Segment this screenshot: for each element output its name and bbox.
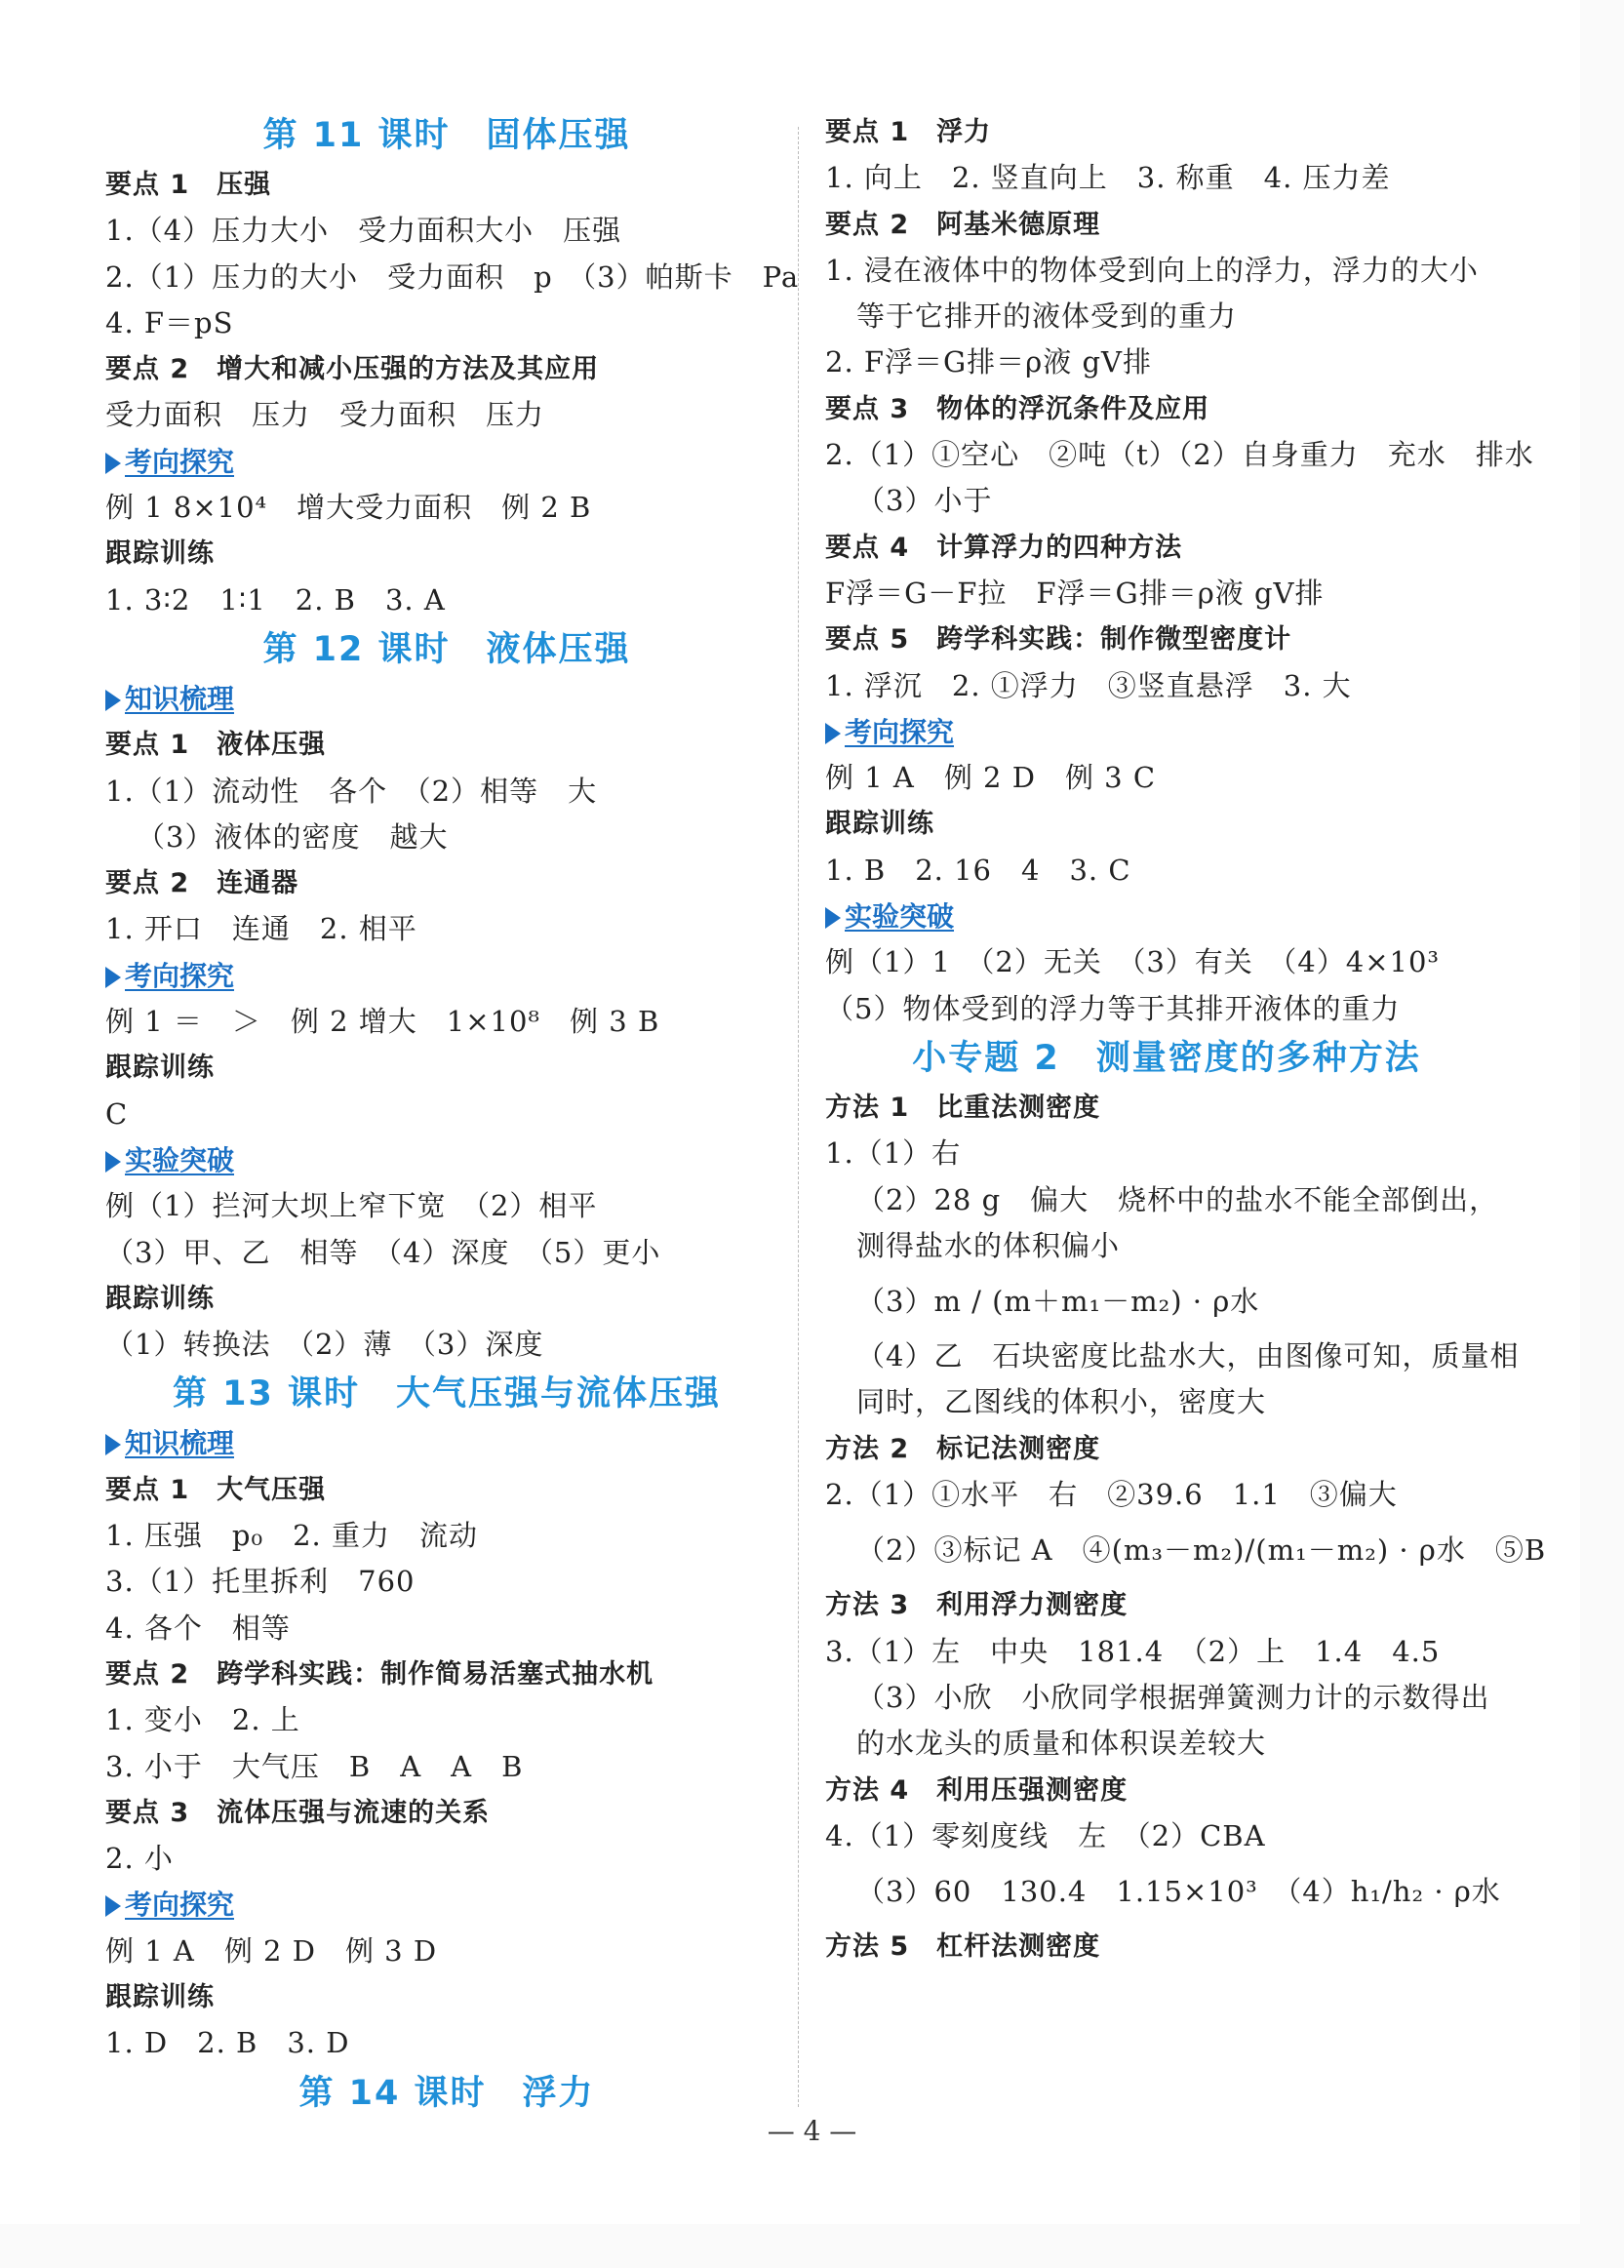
answer-line: 3. 小于 大气压 B A A B	[105, 1749, 524, 1783]
key-point-heading: 方法 1 比重法测密度	[825, 1092, 1101, 1123]
key-point-heading: 跟踪训练	[105, 538, 215, 570]
answer-line: 1. 变小 2. 上	[105, 1703, 300, 1737]
answer-line: 4. F＝pS	[105, 305, 234, 339]
key-point-heading: 要点 1 浮力	[825, 117, 992, 147]
triangle-marker-icon	[105, 1434, 121, 1455]
answer-line: 例（1）拦河大坝上窄下宽 （2）相平	[105, 1189, 598, 1223]
key-point-heading: 方法 2 标记法测密度	[825, 1433, 1101, 1464]
key-point-heading: 要点 2 增大和减小压强的方法及其应用	[105, 354, 600, 385]
answer-line: 1. 开口 连通 2. 相平	[105, 912, 417, 946]
answer-line: （1）转换法 （2）薄 （3）深度	[105, 1328, 544, 1362]
answer-line: 4.（1）零刻度线 左 （2）CBA	[825, 1818, 1266, 1852]
answer-line: 1. 3∶2 1∶1 2. B 3. A	[105, 582, 446, 617]
key-point-heading: 要点 3 流体压强与流速的关系	[105, 1797, 491, 1828]
key-point-heading: 要点 4 计算浮力的四种方法	[825, 532, 1183, 563]
answer-line: 例（1）1 （2）无关 （3）有关 （4）4×10³	[825, 945, 1441, 979]
triangle-marker-icon	[105, 1151, 121, 1173]
key-point-heading: 要点 5 跨学科实践：制作微型密度计	[825, 624, 1292, 656]
answer-line: 测得盐水的体积偏小	[856, 1228, 1121, 1262]
answer-line: （3）小于	[856, 484, 993, 518]
answer-line: 2.（1）①空心 ②吨（t）（2）自身重力 充水 排水	[825, 438, 1534, 472]
page-number: — 4 —	[767, 2115, 857, 2147]
subsection-label	[105, 1882, 788, 1928]
key-point-heading: 要点 1 大气压强	[105, 1474, 327, 1505]
subsection-label	[105, 439, 788, 485]
answer-line: （3）液体的密度 越大	[137, 819, 449, 854]
key-point-heading: 要点 2 跨学科实践：制作简易活塞式抽水机	[105, 1658, 654, 1690]
subsection-label	[105, 1137, 788, 1183]
answer-line: 例 1 A 例 2 D 例 3 C	[825, 761, 1157, 795]
answer-line: 1.（1）流动性 各个 （2）相等 大	[105, 774, 598, 808]
triangle-marker-icon	[105, 690, 121, 711]
answer-line: 等于它排开的液体受到的重力	[856, 299, 1238, 334]
subsection-label	[825, 894, 1508, 939]
answer-line: （2）③标记 A ④(m₃－m₂)/(m₁－m₂) · ρ水 ⑤B	[856, 1533, 1547, 1568]
answer-line: 的水龙头的质量和体积误差较大	[856, 1727, 1267, 1761]
answer-line: 1. 浸在液体中的物体受到向上的浮力，浮力的大小	[825, 253, 1479, 287]
subsection-label-text: 考向探究	[845, 715, 955, 748]
answer-line: （5）物体受到的浮力等于其排开液体的重力	[825, 991, 1401, 1025]
subsection-label	[105, 676, 788, 722]
answer-line: 1.（1）右	[825, 1136, 962, 1171]
key-point-heading: 要点 2 阿基米德原理	[825, 209, 1101, 240]
answer-line: （2）28 g 偏大 烧杯中的盐水不能全部倒出，	[856, 1182, 1499, 1216]
answer-line: 例 1 ＝ ＞ 例 2 增大 1×10⁸ 例 3 B	[105, 1005, 660, 1039]
key-point-heading: 跟踪训练	[105, 1053, 215, 1084]
answer-line: F浮＝G－F拉 F浮＝G排＝ρ液 gV排	[825, 576, 1325, 610]
answer-line: 同时，乙图线的体积小，密度大	[856, 1385, 1267, 1419]
subsection-label	[105, 1420, 788, 1466]
answer-line: 2.（1）压力的大小 受力面积 p （3）帕斯卡 Pa	[105, 259, 800, 294]
triangle-marker-icon	[105, 1895, 121, 1917]
section-heading: 第 14 课时 浮力	[298, 2073, 595, 2113]
answer-line: C	[105, 1096, 129, 1131]
section-heading: 第 12 课时 液体压强	[262, 629, 631, 669]
key-point-heading: 要点 3 物体的浮沉条件及应用	[825, 393, 1210, 424]
answer-line: 1. 向上 2. 竖直向上 3. 称重 4. 压力差	[825, 161, 1391, 195]
triangle-marker-icon	[105, 453, 121, 474]
subsection-label	[105, 953, 788, 999]
section-heading: 小专题 2 测量密度的多种方法	[912, 1038, 1421, 1078]
right-column	[825, 109, 1547, 1970]
triangle-marker-icon	[825, 723, 841, 744]
key-point-heading: 跟踪训练	[825, 809, 934, 840]
answer-line: 受力面积 压力 受力面积 压力	[105, 398, 545, 432]
answer-line: 1. 压强 p₀ 2. 重力 流动	[105, 1519, 478, 1553]
subsection-label-text: 实验突破	[125, 1143, 235, 1176]
answer-line: 3.（1）左 中央 181.4 （2）上 1.4 4.5	[825, 1634, 1441, 1668]
key-point-heading: 方法 5 杠杆法测密度	[825, 1931, 1101, 1963]
key-point-heading: 跟踪训练	[105, 1981, 215, 2012]
answer-line: 例 1 8×10⁴ 增大受力面积 例 2 B	[105, 491, 592, 525]
key-point-heading: 要点 1 压强	[105, 170, 272, 200]
subsection-label	[825, 709, 1508, 755]
subsection-label-text: 考向探究	[125, 1889, 235, 1922]
left-column	[105, 109, 800, 2120]
subsection-label-text: 知识梳理	[125, 1427, 235, 1460]
subsection-label-text: 实验突破	[845, 900, 955, 934]
answer-line: 2.（1）①水平 右 ②39.6 1.1 ③偏大	[825, 1478, 1398, 1512]
answer-line: 3.（1）托里拆利 760	[105, 1565, 416, 1599]
answer-line: 1. 浮沉 2. ①浮力 ③竖直悬浮 3. 大	[825, 668, 1352, 702]
subsection-label-text: 考向探究	[125, 959, 235, 992]
answer-line: 2. F浮＝G排＝ρ液 gV排	[825, 345, 1152, 379]
answer-line: 1. B 2. 16 4 3. C	[825, 853, 1131, 887]
key-point-heading: 要点 1 液体压强	[105, 730, 327, 761]
answer-line: （3）60 130.4 1.15×10³ （4）h₁/h₂ · ρ水	[856, 1875, 1501, 1909]
answer-line: 4. 各个 相等	[105, 1611, 291, 1645]
subsection-label-text: 考向探究	[125, 445, 235, 478]
answer-line: 1. D 2. B 3. D	[105, 2026, 350, 2060]
subsection-label-text: 知识梳理	[125, 682, 235, 715]
triangle-marker-icon	[105, 967, 121, 988]
key-point-heading: 跟踪训练	[105, 1283, 215, 1314]
key-point-heading: 方法 3 利用浮力测密度	[825, 1590, 1129, 1621]
section-heading: 第 11 课时 固体压强	[262, 116, 631, 155]
section-heading: 第 13 课时 大气压强与流体压强	[172, 1374, 722, 1414]
key-point-heading: 要点 2 连通器	[105, 868, 299, 899]
answer-line: （3）甲、乙 相等 （4）深度 （5）更小	[105, 1235, 661, 1269]
triangle-marker-icon	[825, 907, 841, 929]
answer-line: （4）乙 石块密度比盐水大，由图像可知，质量相	[856, 1339, 1520, 1373]
answer-line: 1.（4）压力大小 受力面积大小 压强	[105, 214, 622, 248]
answer-line: 2. 小	[105, 1842, 174, 1876]
answer-line: （3）m / (m＋m₁－m₂) · ρ水	[856, 1285, 1260, 1319]
key-point-heading: 方法 4 利用压强测密度	[825, 1774, 1129, 1806]
answer-line: （3）小欣 小欣同学根据弹簧测力计的示数得出	[856, 1680, 1490, 1714]
column-divider	[798, 127, 799, 2107]
answer-line: 例 1 A 例 2 D 例 3 D	[105, 1933, 438, 1968]
